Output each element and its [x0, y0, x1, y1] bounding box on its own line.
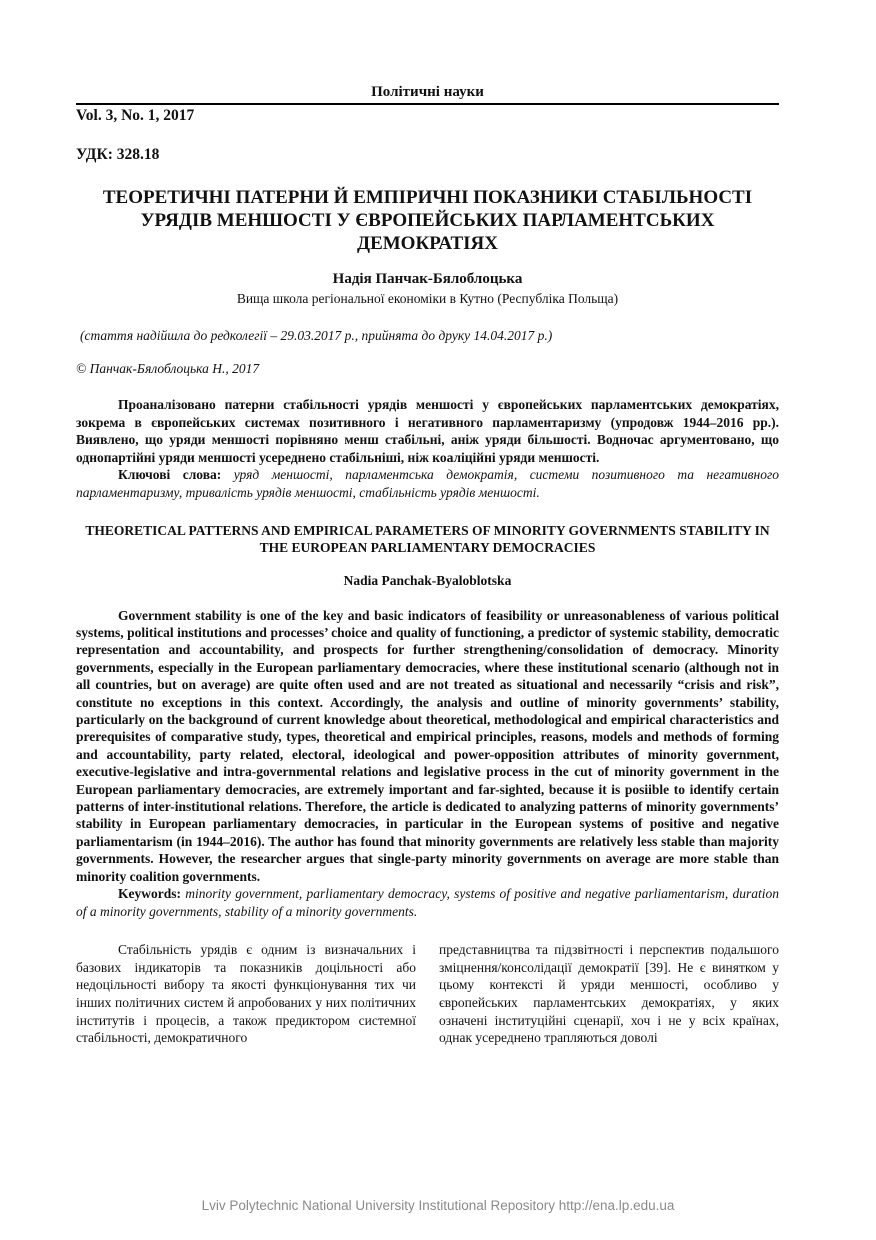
author-name-en: Nadia Panchak-Byaloblotska	[343, 572, 512, 588]
keywords-en-label: Keywords:	[118, 886, 181, 902]
journal-section-title: Політичні науки	[371, 84, 484, 100]
article-page	[76, 84, 779, 1047]
abstract-uk: Проаналізовано патерни стабільності урядів меншості у європейських парламентських демократіях, зокрема в європейських системах позитивного і негативного парламентаризму (упродовж 1944–2016 рр.). Виявлено, що уряди меншості порівняно менш стабільні, аніж уряди більшості. Водночас аргументовано, що однопартійні уряди меншості усереднено стабільніші, ніж коаліційні уряди меншості.	[76, 397, 779, 465]
body-right-column	[439, 941, 779, 1047]
article-title-uk: ТЕОРЕТИЧНІ ПАТЕРНИ Й ЕМПІРИЧНІ ПОКАЗНИКИ СТАБІЛЬНОСТІ УРЯДІВ МЕНШОСТІ У ЄВРОПЕЙСЬКИХ ПАРЛАМЕНТСЬКИХ ДЕМОКРАТІЯХ	[102, 187, 753, 254]
volume-info: Vol. 3, No. 1, 2017	[76, 107, 195, 124]
keywords-uk	[76, 466, 779, 501]
body-paragraph-right: представництва та підзвітності і перспектив подальшого зміцнення/консолідації демократії [39]. Не є винятком у цьому контексті й уряди меншості, особливо у європейських парламентських демократіях, у яких означені інституційні сценарії, хоч і не у всіх країнах, однак усереднено трапляються доволі	[439, 942, 779, 1046]
keywords-en-text: minority government, parliamentary democracy, systems of positive and negative parliamentarism, duration of a minority governments, stability of a minority governments.	[76, 886, 780, 919]
author-name-uk: Надія Панчак-Бялоблоцька	[332, 271, 523, 287]
header-rule	[76, 103, 779, 105]
body-columns	[76, 941, 779, 1047]
submission-dates: (стаття надійшла до редколегії – 29.03.2017 р., прийнята до друку 14.04.2017 р.)	[80, 328, 553, 343]
copyright-notice: © Панчак-Бялоблоцька Н., 2017	[76, 361, 260, 376]
author-affiliation: Вища школа регіональної економіки в Кутно (Республіка Польща)	[236, 291, 619, 306]
repository-footer: Lviv Polytechnic National University Institutional Repository http://ena.lp.edu.ua	[201, 1198, 675, 1213]
body-paragraph-left: Стабільність урядів є одним із визначальних і базових індикаторів та показників доцільності або недоцільності вибору та якості функціонування тих чи інших політичних систем й апробованих у них політичних інститутів і процесів, а також предиктором системної стабільності, демократичного	[76, 942, 416, 1046]
abstract-en: Government stability is one of the key and basic indicators of feasibility or unreasonableness of various political systems, political institutions and processes’ choice and quality of functioning, a predictor of systemic stability, democratic representation and accountability, and prospects for further strengthening/consolidation of democracy. Minority governments, especially in the European parliamentary democracies, where these institutional scenario (although not in all countries, but on average) are quite often used and are not treated as situational and necessarily “crisis and risk”, constitute no exceptions in this context. Accordingly, the analysis and outline of minority governments’ stability, particularly on the background of current knowledge about theoretical, methodological and empirical characteristics and prerequisites of comparative study, types, theoretical and empirical principles, reasons, models and methods of forming and accountability, party related, electoral, ideological and power-opposition attributes of minority government, executive-legislative and intra-governmental relations and legislative process in the cut of minority government in the European parliamentary democracies, are extremely important and far-sighted, because it is posiible to identify certain patterns of inter-institutional relations. Therefore, the article is dedicated to analyzing patterns of minority governments’ stability in European parliamentary democracies, in particular in the European systems of positive and negative parliamentarism (in 1944–2016). The author has found that minority governments are relatively less stable than majority governments. However, the researcher argues that single-party minority governments on average are more stable than minority coalition governments.	[76, 607, 779, 884]
udk-code: УДК: 328.18	[76, 146, 160, 163]
keywords-en	[76, 885, 779, 920]
keywords-uk-text: уряд меншості, парламентська демократія, системи позитивного та негативного парламентаризму, тривалість урядів меншості, стабільність урядів меншості.	[76, 467, 779, 500]
body-left-column	[76, 941, 416, 1047]
keywords-uk-label: Ключові слова:	[118, 467, 222, 483]
article-title-en: THEORETICAL PATTERNS AND EMPIRICAL PARAMETERS OF MINORITY GOVERNMENTS STABILITY IN THE EUROPEAN PARLIAMENTARY DEMOCRACIES	[85, 522, 770, 555]
